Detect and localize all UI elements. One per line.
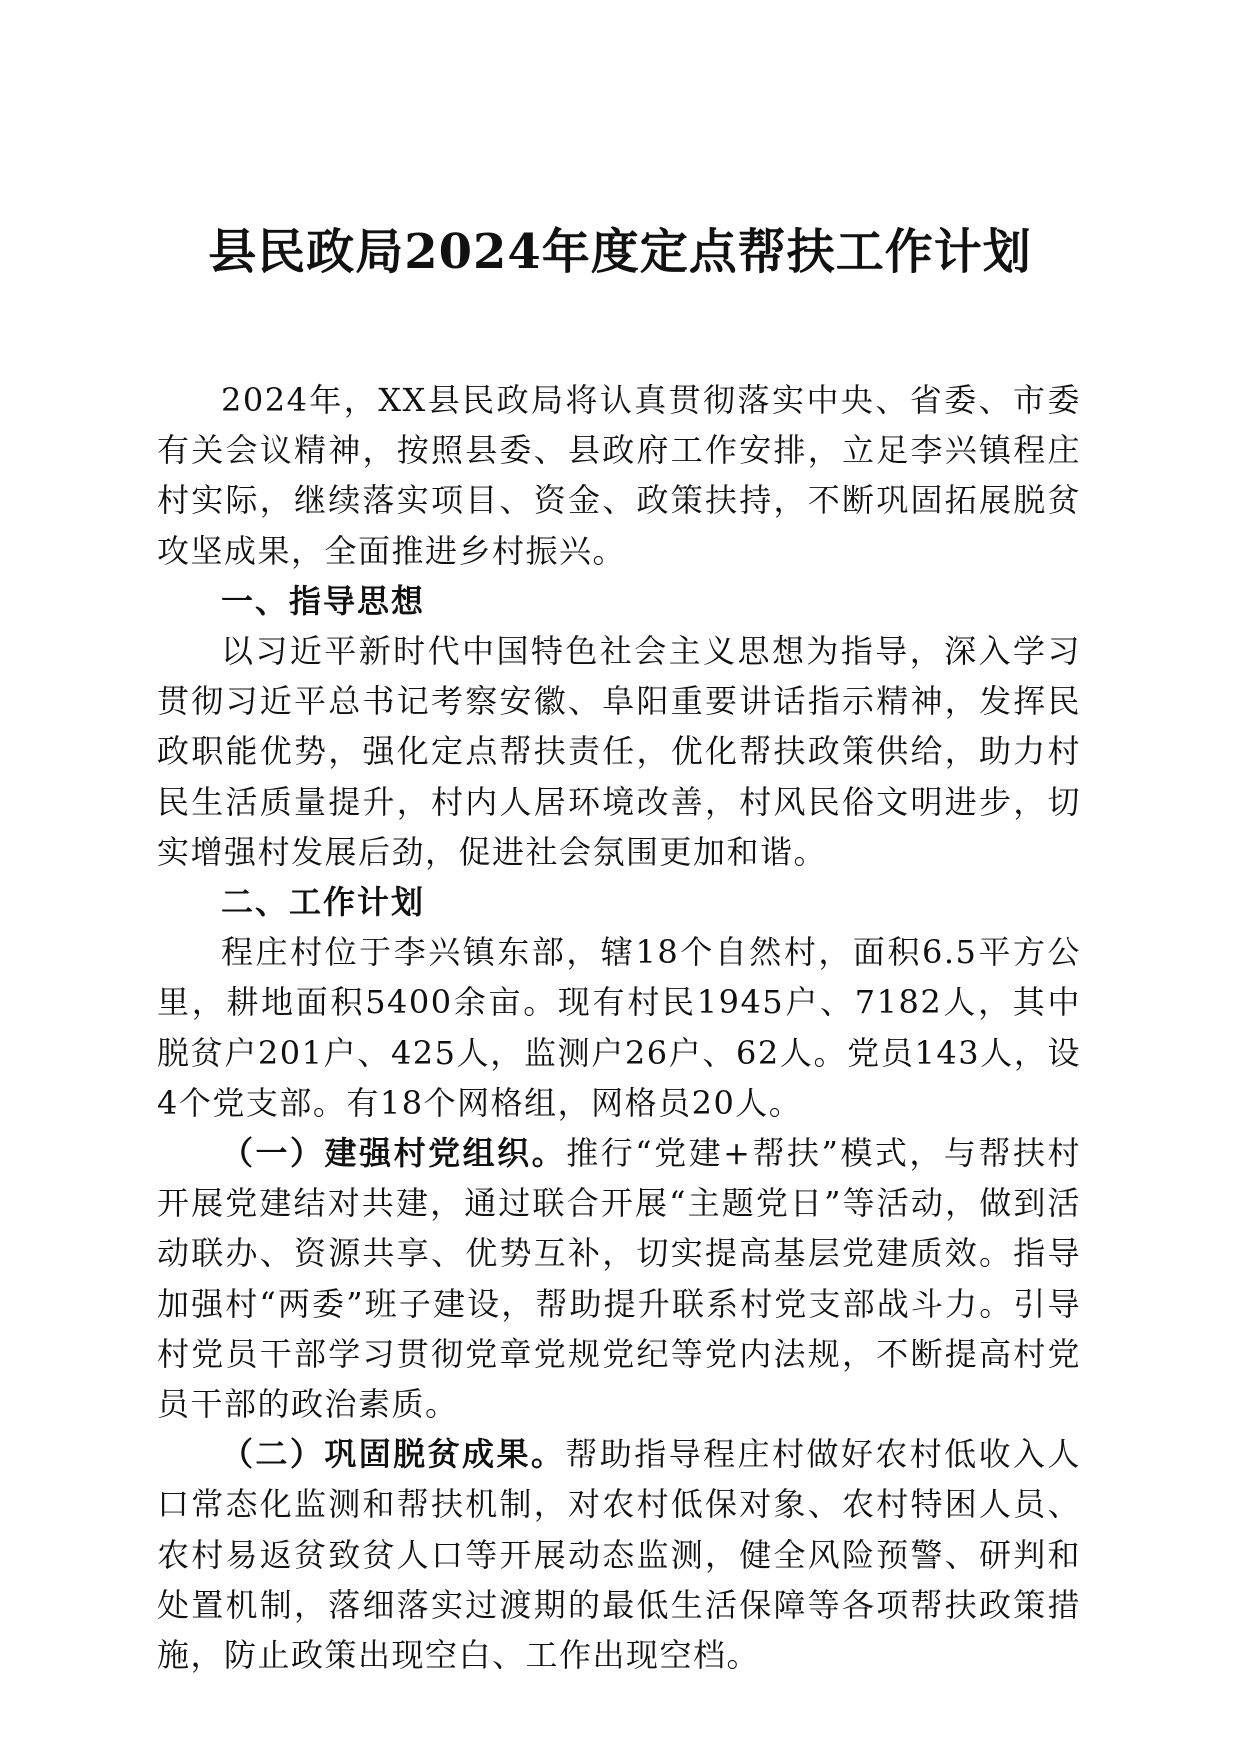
section-heading-guiding-thought: 一、指导思想 [221,581,426,620]
party-organization-text: 推行“党建+帮扶”模式，与帮扶村开展党建结对共建，通过联合开展“主题党日”等活动，做到活动联办、资源共享、优势互补，切实提高基层党建质效。指导加强村“两委”班子建设，帮助提升联系村党支部战斗力。引导村党员干部学习贯彻党章党规党纪等党内法规，不断提高村党员干部的政治素质。 [157,1134,1081,1424]
party-organization-lead: （一）建强村党组织。 [221,1134,567,1173]
poverty-consolidation-lead: （二）巩固脱贫成果。 [221,1435,566,1474]
party-organization-paragraph [157,1128,1081,1429]
poverty-consolidation-text: 帮助指导程庄村做好农村低收入人口常态化监测和帮扶机制，对农村低保对象、农村特困人员、农村易返贫致贫人口等开展动态监测，健全风险预警、研判和处置机制，落细落实过渡期的最低生活保障等各项帮扶政策措施，防止政策出现空白、工作出现空档。 [157,1435,1081,1675]
poverty-consolidation-paragraph [157,1429,1081,1680]
guiding-thought-paragraph: 以习近平新时代中国特色社会主义思想为指导，深入学习贯彻习近平总书记考察安徽、阜阳重要讲话指示精神，发挥民政职能优势，强化定点帮扶责任，优化帮扶政策供给，助力村民生活质量提升，村内人居环境改善，村风民俗文明进步，切实增强村发展后劲，促进社会氛围更加和谐。 [157,632,1081,871]
intro-paragraph: 2024年，XX县民政局将认真贯彻落实中央、省委、市委有关会议精神，按照县委、县政府工作安排，立足李兴镇程庄村实际，继续落实项目、资金、政策扶持，不断巩固拓展脱贫攻坚成果，全面推进乡村振兴。 [157,381,1081,570]
village-overview-paragraph: 程庄村位于李兴镇东部，辖18个自然村，面积6.5平方公里，耕地面积5400余亩。现有村民1945户、7182人，其中脱贫户201户、425人，监测户26户、62人。党员143人，设4个党支部。有18个网格组，网格员20人。 [157,933,1081,1122]
document-title: 县民政局2024年度定点帮扶工作计划 [208,224,1032,280]
document-body [157,375,1081,1680]
section-heading-work-plan: 二、工作计划 [221,883,426,922]
